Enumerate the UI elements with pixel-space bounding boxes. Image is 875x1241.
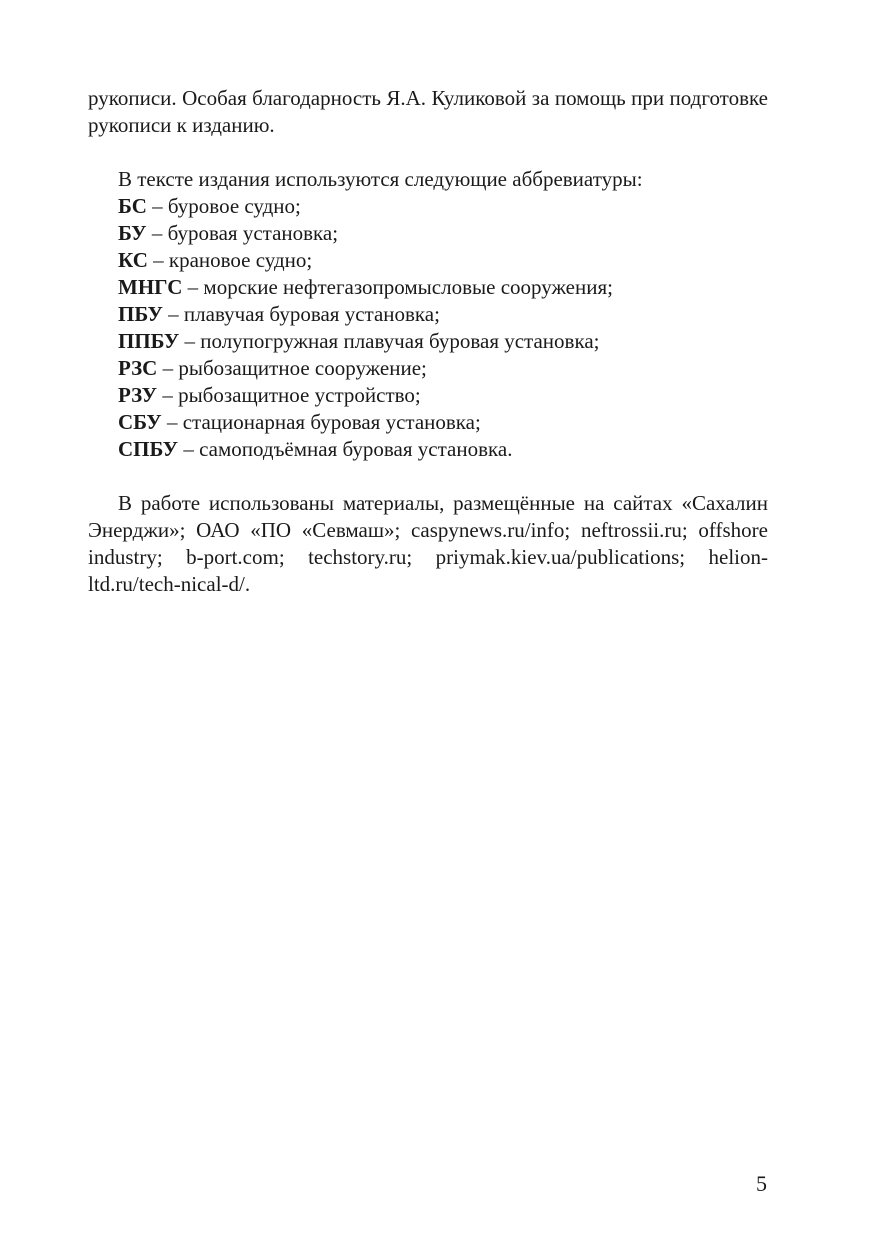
abbreviation-term: СПБУ bbox=[118, 437, 179, 461]
abbreviation-definition: – полупогружная плавучая буровая установка; bbox=[179, 329, 600, 353]
abbreviation-definition: – плавучая буровая установка; bbox=[162, 302, 440, 326]
abbreviation-term: РЗС bbox=[118, 356, 158, 380]
abbreviation-item bbox=[88, 355, 768, 382]
page-number: 5 bbox=[756, 1171, 767, 1196]
abbreviation-term: ППБУ bbox=[118, 329, 180, 353]
abbreviations-heading: В тексте издания используются следующие аббревиатуры: bbox=[118, 167, 643, 191]
abbreviation-definition: – крановое судно; bbox=[147, 248, 313, 272]
abbreviation-definition: – стационарная буровая установка; bbox=[161, 410, 481, 434]
abbreviation-item bbox=[88, 436, 768, 463]
abbreviation-definition: – рыбозащитное сооружение; bbox=[157, 356, 427, 380]
abbreviations-section bbox=[88, 166, 768, 463]
abbreviation-definition: – самоподъёмная буровая установка. bbox=[178, 437, 513, 461]
abbreviation-term: ПБУ bbox=[118, 302, 163, 326]
abbreviation-item bbox=[88, 382, 768, 409]
abbreviation-term: БУ bbox=[118, 221, 147, 245]
abbreviation-item bbox=[88, 301, 768, 328]
abbreviation-item bbox=[88, 274, 768, 301]
abbreviation-definition: – рыбозащитное устройство; bbox=[157, 383, 421, 407]
abbreviation-definition: – буровая установка; bbox=[146, 221, 339, 245]
abbreviation-item bbox=[88, 328, 768, 355]
abbreviation-term: РЗУ bbox=[118, 383, 158, 407]
sources-paragraph: В работе использованы материалы, размещённые на сайтах «Сахалин Энерджи»; ОАО «ПО «Севмаш»; caspynews.ru/info; neftrossii.ru; offshore industry; b-port.com; techstory.ru; priymak.kiev.ua/publications; helion-ltd.ru/tech-nical-d/. bbox=[88, 491, 768, 596]
abbreviation-term: МНГС bbox=[118, 275, 183, 299]
abbreviation-item bbox=[88, 409, 768, 436]
abbreviation-item bbox=[88, 220, 768, 247]
abbreviation-definition: – морские нефтегазопромысловые сооружения; bbox=[182, 275, 613, 299]
abbreviation-term: СБУ bbox=[118, 410, 162, 434]
abbreviation-item bbox=[88, 247, 768, 274]
intro-paragraph: рукописи. Особая благодарность Я.А. Куликовой за помощь при подготовке рукописи к изданию. bbox=[88, 86, 768, 137]
abbreviation-term: БС bbox=[118, 194, 147, 218]
abbreviation-definition: – буровое судно; bbox=[146, 194, 301, 218]
abbreviation-item bbox=[88, 193, 768, 220]
abbreviation-term: КС bbox=[118, 248, 148, 272]
